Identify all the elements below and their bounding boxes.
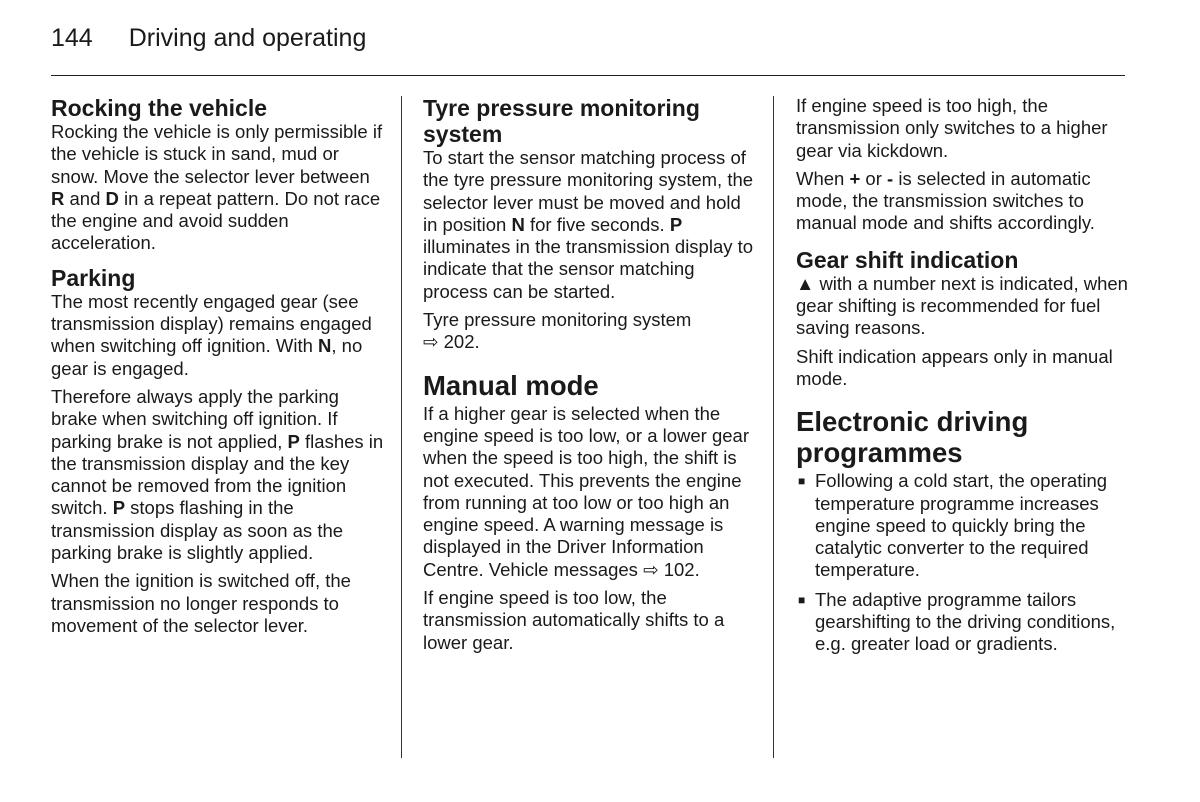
page-number: 144 (51, 24, 93, 52)
parking-paragraph-1: The most recently engaged gear (see transmission display) remains engaged when switching off ignition. With N, no gear is engaged. (51, 290, 372, 379)
parking-heading: Parking (51, 264, 136, 291)
tyre-paragraph-2: Tyre pressure monitoring system ⇨ 202. (423, 309, 692, 353)
gear-shift-heading: Gear shift indication (796, 246, 1019, 273)
manual-paragraph-1: If a higher gear is selected when the engine speed is too low, or a lower gear when the speed is too high, the shift is not executed. This prevents the engine from running at too low or too high an engine speed. A warning message is displayed in the Driver Information Centre. Vehicle messages ⇨ 102. (423, 402, 750, 580)
parking-paragraph-3: When the ignition is switched off, the transmission no longer responds to movement of the selector lever. (51, 570, 351, 636)
column-divider-2 (773, 96, 774, 758)
rocking-heading: Rocking the vehicle (51, 95, 268, 121)
gear-shift-paragraph-2: Shift indication appears only in manual mode. (796, 345, 1113, 389)
tyre-paragraph-1: To start the sensor matching process of the tyre pressure monitoring system, the selector lever must be moved and hold in position N for five seconds. P illuminates in the transmission display to indicate that the sensor matching process can be started. (423, 147, 754, 302)
list-item: ■ Following a cold start, the operating temperature programme increases engine speed to quickly bring the catalytic converter to the required temperature. (796, 470, 1136, 581)
page-header (51, 24, 366, 53)
manual-paragraph-2: If engine speed is too low, the transmission automatically shifts to a lower gear. (423, 587, 725, 653)
manual-switch-paragraph: When + or - is selected in automatic mode, the transmission switches to manual mode and shifts accordingly. (796, 167, 1095, 234)
column-3 (796, 95, 1136, 663)
page-title: Driving and operating (128, 24, 367, 52)
column-2 (423, 95, 758, 660)
column-1 (51, 95, 386, 643)
list-item: ■ The adaptive programme tailors gearshifting to the driving conditions, e.g. greater load or gradients. (796, 589, 1136, 656)
tyre-page-reference[interactable]: ⇨ 202. (423, 331, 480, 353)
header-rule (51, 75, 1125, 76)
electronic-programmes-heading: Electronic driving programmes (796, 406, 1029, 469)
manual-mode-heading: Manual mode (423, 369, 599, 401)
programmes-list (796, 470, 1136, 655)
messages-page-reference[interactable]: ⇨ 102. (643, 558, 700, 580)
column-divider-1 (401, 96, 402, 758)
tyre-heading: Tyre pressure monitoring system (423, 95, 700, 147)
kickdown-paragraph: If engine speed is too high, the transmission only switches to a higher gear via kickdown. (796, 95, 1108, 161)
gear-shift-paragraph-1: ▲ with a number next is indicated, when gear shifting is recommended for fuel saving reasons. (796, 272, 1128, 339)
rocking-paragraph: Rocking the vehicle is only permissible if the vehicle is stuck in sand, mud or snow. Move the selector lever between R and D in a repeat pattern. Do not race the engine and avoid sudden acceleration. (51, 121, 383, 254)
parking-paragraph-2: Therefore always apply the parking brake when switching off ignition. If parking brake is not applied, P flashes in the transmission display and the key cannot be removed from the ignition switch. P stops flashing in the transmission display as soon as the parking brake is slightly applied. (51, 385, 384, 564)
